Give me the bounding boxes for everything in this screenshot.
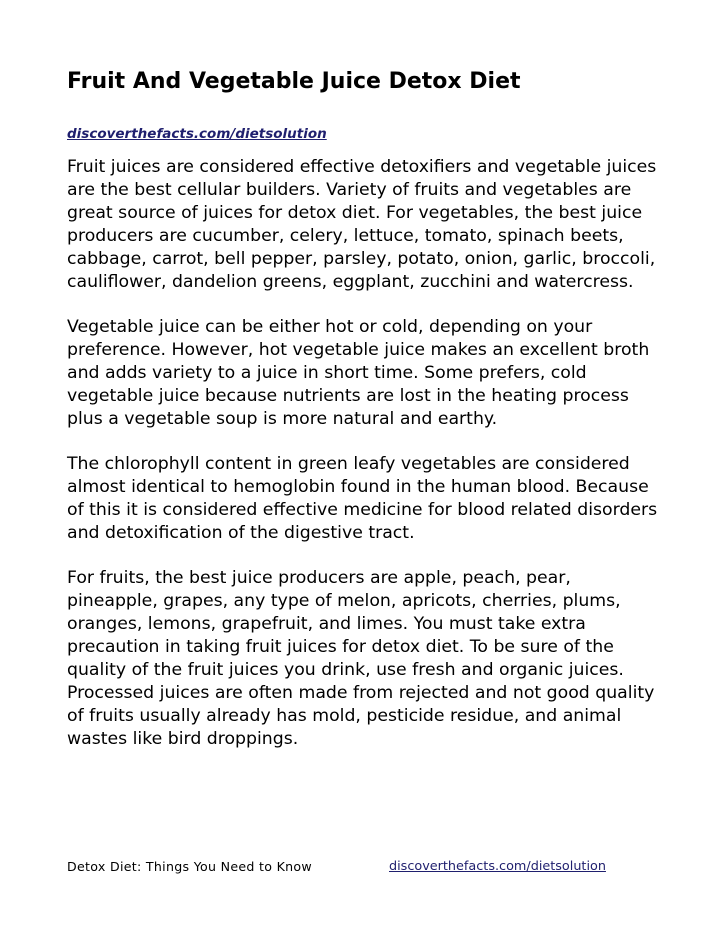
paragraph-1: Fruit juices are considered effective detoxifiers and vegetable juices are the best cellular builders. Variety of fruits and vegetables are great source of juices for detox diet. For vegetables, the best juice producers are cucumber, celery, lettuce, tomato, spinach beets, cabbage, carrot, bell pepper, parsley, potato, onion, garlic, broccoli, cauliflower, dandelion greens, eggplant, zucchini and watercress.	[67, 157, 657, 292]
source-link[interactable]: discoverthefacts.com/dietsolution	[67, 126, 327, 142]
footer-title: Detox Diet: Things You Need to Know	[67, 859, 313, 874]
paragraph-2: Vegetable juice can be either hot or cold, depending on your preference. However, hot vegetable juice makes an excellent broth and adds variety to a juice in short time. Some prefers, cold vegetable juice because nutrients are lost in the heating process plus a vegetable soup is more natural and earthy.	[67, 317, 650, 429]
article-body	[67, 156, 667, 773]
paragraph-4: For fruits, the best juice producers are apple, peach, pear, pineapple, grapes, any type of melon, apricots, cherries, plums, oranges, lemons, grapefruit, and limes. You must take extra precaution in taking fruit juices for detox diet. To be sure of the quality of the fruit juices you drink, use fresh and organic juices. Processed juices are often made from rejected and not good quality of fruits usually already has mold, pesticide residue, and animal wastes like bird droppings.	[67, 568, 655, 749]
footer-link[interactable]: discoverthefacts.com/dietsolution	[389, 859, 606, 874]
paragraph-3: The chlorophyll content in green leafy vegetables are considered almost identical to hemoglobin found in the human blood. Because of this it is considered effective medicine for blood related disorders and detoxification of the digestive tract.	[67, 454, 658, 543]
page-title: Fruit And Vegetable Juice Detox Diet	[67, 69, 521, 94]
